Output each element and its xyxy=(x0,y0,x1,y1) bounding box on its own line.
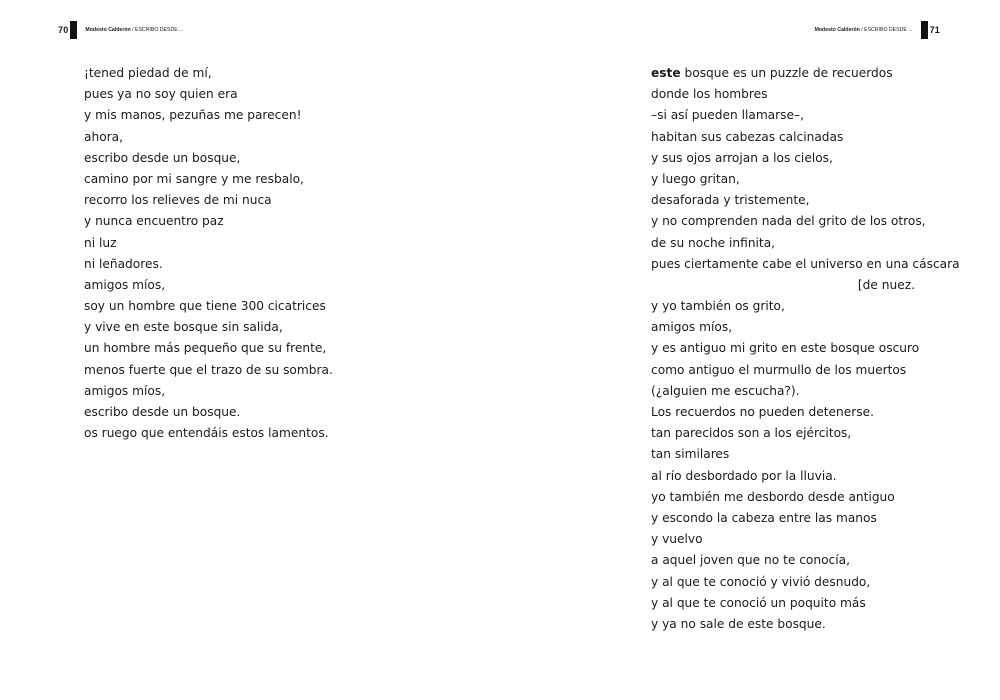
poem-line: camino por mi sangre y me resbalo, xyxy=(84,171,304,186)
poem-line: menos fuerte que el trazo de su sombra. xyxy=(84,362,333,377)
poem-line: recorro los relieves de mi nuca xyxy=(84,193,272,208)
poem-line: pues ciertamente cabe el universo en una cáscara xyxy=(651,256,960,271)
right-header-bar xyxy=(921,21,928,39)
poem-line: tan parecidos son a los ejércitos, xyxy=(651,426,852,441)
poem-line: amigos míos, xyxy=(651,320,733,335)
poem-line: y sus ojos arrojan a los cielos, xyxy=(651,150,833,165)
poem-line-text: bosque es un puzzle de recuerdos xyxy=(680,66,893,80)
right-poem xyxy=(651,63,960,635)
poem-line: escribo desde un bosque, xyxy=(84,150,241,165)
poem-line: ni luz xyxy=(84,235,117,250)
left-page-header xyxy=(58,22,183,38)
poem-line: y al que te conoció un poquito más xyxy=(651,595,866,610)
poem-line: [de nuez. xyxy=(857,277,915,292)
poem-line: ahora, xyxy=(84,129,124,144)
left-author: Modesto Calderón xyxy=(85,27,131,33)
left-header-bar xyxy=(70,21,77,39)
poem-line: y no comprenden nada del grito de los otros, xyxy=(651,214,926,229)
poem-line: desaforada y tristemente, xyxy=(651,193,810,208)
poem-line: Los recuerdos no pueden detenerse. xyxy=(651,405,874,419)
poem-line: –si así pueden llamarse–, xyxy=(651,108,804,123)
poem-line: y mis manos, pezuñas me parecen! xyxy=(84,108,302,123)
poem-line: yo también me desbordo desde antiguo xyxy=(651,489,895,504)
poem-line: y nunca encuentro paz xyxy=(84,214,224,229)
poem-line: y yo también os grito, xyxy=(651,299,785,314)
right-author: Modesto Calderón xyxy=(814,27,860,33)
poem-line: y luego gritan, xyxy=(651,171,740,186)
right-page-header xyxy=(815,22,940,38)
left-separator: / xyxy=(130,27,135,33)
right-separator: / xyxy=(859,27,865,33)
poem-line: amigos míos, xyxy=(84,277,166,292)
left-page-number: 70 xyxy=(58,25,69,35)
poem-line: a aquel joven que no te conocía, xyxy=(651,553,850,568)
poem-line: como antiguo el murmullo de los muertos xyxy=(651,362,907,377)
poem-lead-word: este xyxy=(651,66,681,80)
poem-line: al río desbordado por la lluvia. xyxy=(651,468,837,483)
poem-line xyxy=(651,63,931,84)
poem-line: ¡tened piedad de mí, xyxy=(84,66,212,80)
poem-line: donde los hombres xyxy=(651,87,768,102)
right-running-head xyxy=(815,27,913,33)
poem-line: (¿alguien me escucha?). xyxy=(651,383,800,398)
poem-line: os ruego que entendáis estos lamentos. xyxy=(84,426,329,441)
right-book-title: ESCRIBO DESDE ... xyxy=(864,27,913,33)
poem-line: y escondo la cabeza entre las manos xyxy=(651,510,877,525)
poem-line: amigos míos, xyxy=(84,383,166,398)
poem-line: escribo desde un bosque. xyxy=(84,405,241,419)
poem-line: y vive en este bosque sin salida, xyxy=(84,320,283,335)
poem-line: un hombre más pequeño que su frente, xyxy=(84,341,327,356)
poem-line: ni leñadores. xyxy=(84,256,163,271)
poem-line: de su noche infinita, xyxy=(651,235,776,250)
poem-line: soy un hombre que tiene 300 cicatrices xyxy=(84,299,326,314)
left-book-title: ESCRIBO DESDE ... xyxy=(135,27,184,33)
poem-line: y vuelvo xyxy=(651,532,703,547)
poem-line: pues ya no soy quien era xyxy=(84,87,238,102)
right-page-number: 71 xyxy=(929,25,940,35)
poem-line: y ya no sale de este bosque. xyxy=(651,616,826,631)
poem-line: habitan sus cabezas calcinadas xyxy=(651,129,844,144)
poem-line: tan similares xyxy=(651,447,730,462)
left-poem xyxy=(84,63,364,444)
poem-line: y es antiguo mi grito en este bosque oscuro xyxy=(651,341,920,356)
poem-line: y al que te conoció y vivió desnudo, xyxy=(651,574,871,589)
left-running-head xyxy=(85,27,183,33)
